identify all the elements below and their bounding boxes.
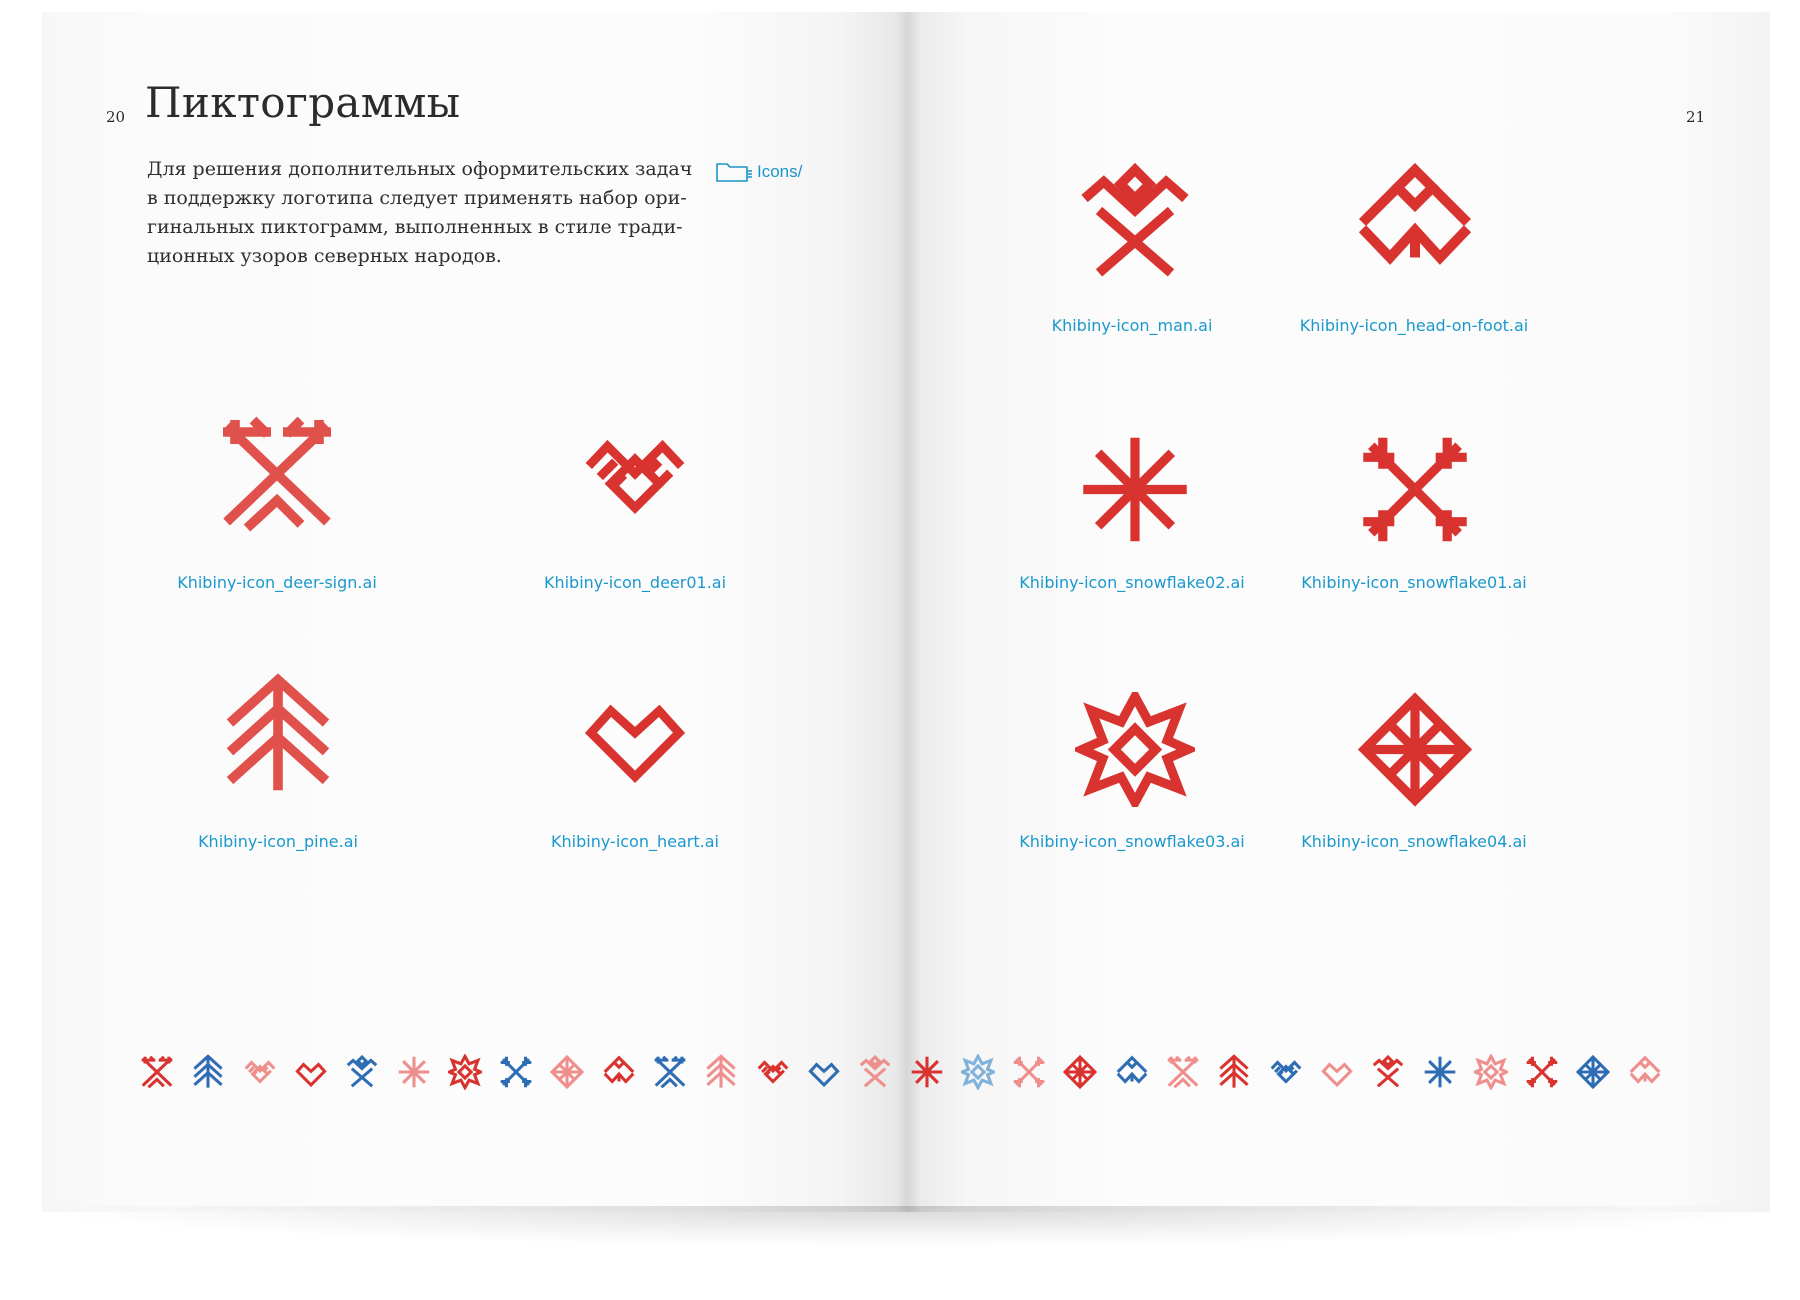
snowflake02-icon [397, 1054, 431, 1090]
head-on-foot-icon [1115, 1054, 1149, 1090]
man-icon [345, 1054, 379, 1090]
head-on-foot-icon [1345, 160, 1485, 285]
snowflake03-icon [1075, 692, 1195, 807]
heart-icon [807, 1054, 841, 1090]
deer-sign-icon [653, 1054, 687, 1090]
icon-caption: Khibiny-icon_head-on-foot.ai [1299, 316, 1529, 335]
snowflake04-icon [1355, 692, 1475, 807]
icon-caption: Khibiny-icon_heart.ai [551, 832, 719, 851]
pine-icon [218, 665, 338, 805]
book-shadow [42, 1206, 1770, 1246]
head-on-foot-icon [602, 1054, 636, 1090]
deer01-icon [565, 422, 705, 532]
snowflake02-icon [910, 1054, 944, 1090]
folder-link[interactable] [715, 161, 802, 183]
head-on-foot-icon [1628, 1054, 1662, 1090]
icon-caption: Khibiny-icon_snowflake04.ai [1301, 832, 1527, 851]
intro-line: в поддержку логотипа следует применять набор ори- [147, 187, 687, 209]
deer-sign-icon [1166, 1054, 1200, 1090]
deer01-icon [243, 1054, 277, 1090]
icon-caption: Khibiny-icon_deer01.ai [543, 573, 727, 592]
deer-sign-icon [140, 1054, 174, 1090]
page-title: Пиктограммы [145, 78, 461, 127]
icon-caption: Khibiny-icon_man.ai [1051, 316, 1213, 335]
snowflake04-icon [550, 1054, 584, 1090]
snowflake03-icon [448, 1054, 482, 1090]
snowflake02-icon [1423, 1054, 1457, 1090]
snowflake04-icon [1576, 1054, 1610, 1090]
pine-icon [704, 1054, 738, 1090]
right-page [908, 12, 1770, 1212]
intro-line: гинальных пиктограмм, выполненных в стиле тради- [147, 216, 683, 238]
pine-icon [191, 1054, 225, 1090]
page-gutter [895, 12, 921, 1212]
snowflake01-icon [1012, 1054, 1046, 1090]
ornament-pattern-row [140, 1050, 1670, 1100]
snowflake03-icon [1474, 1054, 1508, 1090]
heart-icon [294, 1054, 328, 1090]
deer01-icon [1269, 1054, 1303, 1090]
snowflake01-icon [1525, 1054, 1559, 1090]
man-icon [858, 1054, 892, 1090]
intro-line: Для решения дополнительных оформительских задач [147, 158, 693, 180]
deer-sign-icon [217, 404, 337, 544]
folder-label: Icons/ [757, 162, 803, 181]
left-page-number: 20 [106, 108, 126, 126]
snowflake02-icon [1075, 432, 1195, 547]
heart-icon [1320, 1054, 1354, 1090]
icon-caption: Khibiny-icon_pine.ai [198, 832, 358, 851]
snowflake03-icon [961, 1054, 995, 1090]
folder-icon [715, 161, 755, 183]
man-icon [1371, 1054, 1405, 1090]
snowflake01-icon [1355, 432, 1475, 547]
snowflake04-icon [1063, 1054, 1097, 1090]
deer01-icon [756, 1054, 790, 1090]
heart-icon [565, 680, 705, 790]
icon-caption: Khibiny-icon_deer-sign.ai [177, 573, 377, 592]
man-icon [1075, 160, 1195, 285]
intro-line: ционных узоров северных народов. [147, 245, 502, 267]
snowflake01-icon [499, 1054, 533, 1090]
right-page-number: 21 [1686, 108, 1706, 126]
icon-caption: Khibiny-icon_snowflake02.ai [1019, 573, 1245, 592]
icon-caption: Khibiny-icon_snowflake01.ai [1301, 573, 1527, 592]
intro-paragraph [147, 155, 707, 271]
pine-icon [1217, 1054, 1251, 1090]
icon-caption: Khibiny-icon_snowflake03.ai [1019, 832, 1245, 851]
